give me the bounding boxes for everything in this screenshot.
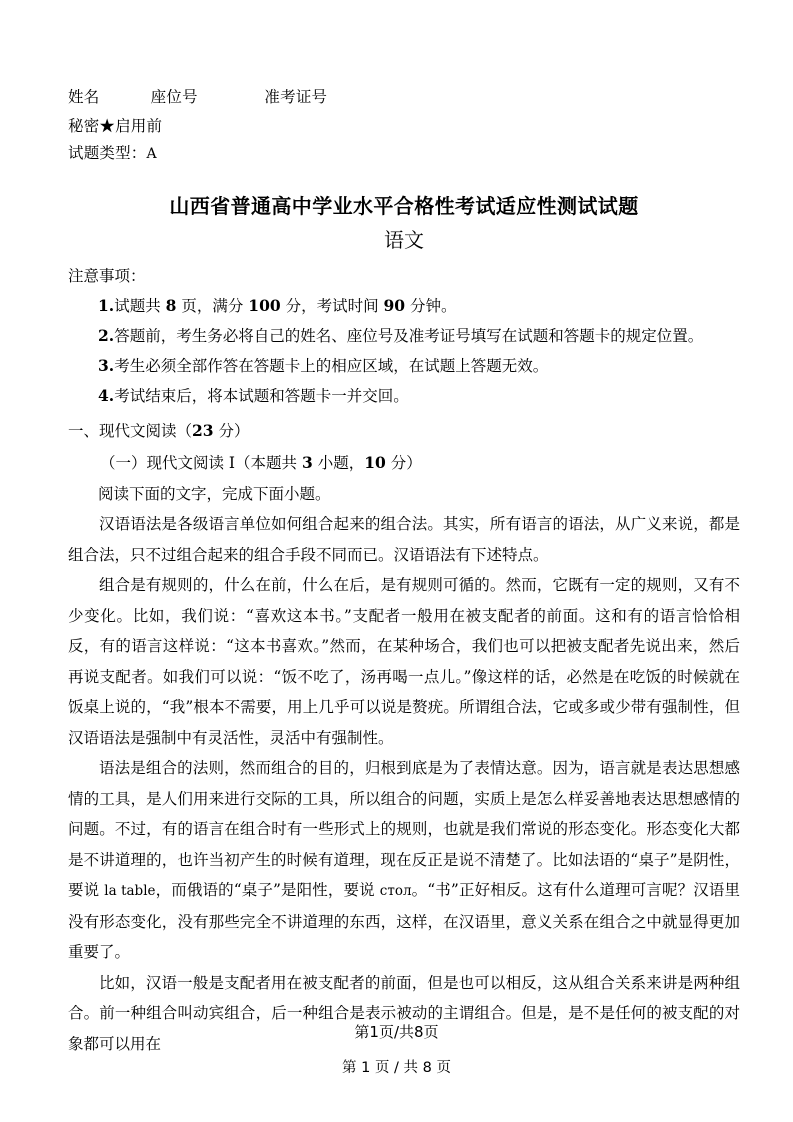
text-run: （一）现代文阅读 I（本题共 bbox=[100, 454, 302, 472]
passage-paragraph: 比如，汉语一般是支配者用在被支配者的前面，但是也可以相反，这从组合关系来讲是两种组合。前一种组合叫动宾组合，后一种组合是表示被动的主谓组合。但是，是不是任何的被支配的对象都可以用在 bbox=[68, 973, 740, 1053]
text-run: 考生必须全部作答在答题卡上的相应区域，在试题上答题无效。 bbox=[114, 357, 549, 375]
foreign-word: la table bbox=[104, 883, 156, 899]
notice-item-number: 3. bbox=[98, 356, 115, 375]
emphasis-number: 8 bbox=[165, 296, 177, 315]
exam-type-label: 试题类型： bbox=[68, 144, 147, 162]
exam-type-line bbox=[68, 140, 740, 168]
foreign-word: стол bbox=[379, 883, 412, 899]
secrecy-notice: 秘密★启用前 bbox=[68, 117, 163, 135]
page-title: 山西省普通高中学业水平合格性考试适应性测试试题 bbox=[169, 194, 639, 218]
notice-item bbox=[68, 351, 740, 381]
text-run: 分） bbox=[213, 422, 250, 440]
emphasis-number: 90 bbox=[383, 296, 406, 315]
notice-item bbox=[68, 381, 740, 411]
text-run: 考试结束后，将本试题和答题卡一并交回。 bbox=[114, 387, 409, 405]
text-run: 试题共 bbox=[114, 297, 166, 315]
footer-page-number: 第 1 页 / 共 8 页 bbox=[342, 1060, 451, 1076]
passage-paragraph: 语法是组合的法则，然而组合的目的，归根到底是为了表情达意。因为，语言就是表达思想感情的工具，是人们用来进行交际的工具，所以组合的问题，实质上是怎么样妥善地表达思想感情的问题。不过，有的语言在组合时有一些形式上的规则，也就是我们常说的形态变化。形态变化大都是不讲道理的，也许当初产生的时候有道理，现在反正是说不清楚了。比如法语的“桌子”是阴性，要说 la table，而俄语的“桌子”是阳性，要说 стол。“书”正好相反。这有什么道理可言呢？汉语里没有形态变化，没有那些完全不讲道理的东西，这样，在汉语里，意义关系在组合之中就显得更加重要了。 bbox=[68, 759, 740, 961]
passage-paragraph: 汉语语法是各级语言单位如何组合起来的组合法。其实，所有语言的语法，从广义来说，都是组合法，只不过组合起来的组合手段不同而已。汉语语法有下述特点。 bbox=[68, 515, 740, 564]
text-run: 分，考试时间 bbox=[280, 297, 384, 315]
notice-item-number: 4. bbox=[98, 386, 115, 405]
emphasis-number: 10 bbox=[364, 453, 386, 472]
reading-instruction: 阅读下面的文字，完成下面小题。 bbox=[98, 485, 331, 503]
emphasis-number: 23 bbox=[192, 421, 214, 440]
emphasis-number: 100 bbox=[248, 296, 281, 315]
notice-heading: 注意事项： bbox=[68, 267, 146, 285]
subject-title: 语文 bbox=[384, 228, 424, 252]
page-content bbox=[68, 84, 740, 1059]
passage-body bbox=[68, 509, 740, 1059]
text-run: 分钟。 bbox=[405, 297, 457, 315]
text-run: 页，满分 bbox=[176, 297, 249, 315]
text-run: 一、现代文阅读（ bbox=[68, 422, 193, 440]
passage-paragraph: 组合是有规则的，什么在前，什么在后，是有规则可循的。然而，它既有一定的规则，又有不少变化。比如，我们说：“喜欢这本书。”支配者一般用在被支配者的前面。这和有的语言恰恰相反，有的语言这样说：“这本书喜欢。”然而，在某种场合，我们也可以把被支配者先说出来，然后再说支配者。如我们可以说：“饭不吃了，汤再喝一点儿。”像这样的话，必然是在吃饭的时候就在饭桌上说的，“我”根本不需要，用上几乎可以说是赘疣。所谓组合法，它或多或少带有强制性，但汉语语法是强制中有灵活性，灵活中有强制性。 bbox=[68, 576, 740, 747]
exam-type-value: A bbox=[146, 146, 157, 162]
notice-list bbox=[68, 291, 740, 411]
subsection-heading-one bbox=[68, 447, 740, 479]
notice-item-number: 2. bbox=[98, 326, 115, 345]
notice-item bbox=[68, 291, 740, 321]
notice-item-number: 1. bbox=[98, 296, 115, 315]
student-id-line: 姓名 座位号 准考证号 bbox=[68, 88, 328, 106]
footer-inline-page-number: 第1页/共8页 bbox=[354, 1023, 439, 1041]
section-heading-one bbox=[68, 415, 740, 447]
text-run: 分） bbox=[385, 454, 422, 472]
text-run: 小题， bbox=[312, 454, 365, 472]
text-run: 答题前，考生务必将自己的姓名、座位号及准考证号填写在试题和答题卡的规定位置。 bbox=[114, 327, 704, 345]
emphasis-number: 3 bbox=[301, 453, 313, 472]
notice-item bbox=[68, 321, 740, 351]
